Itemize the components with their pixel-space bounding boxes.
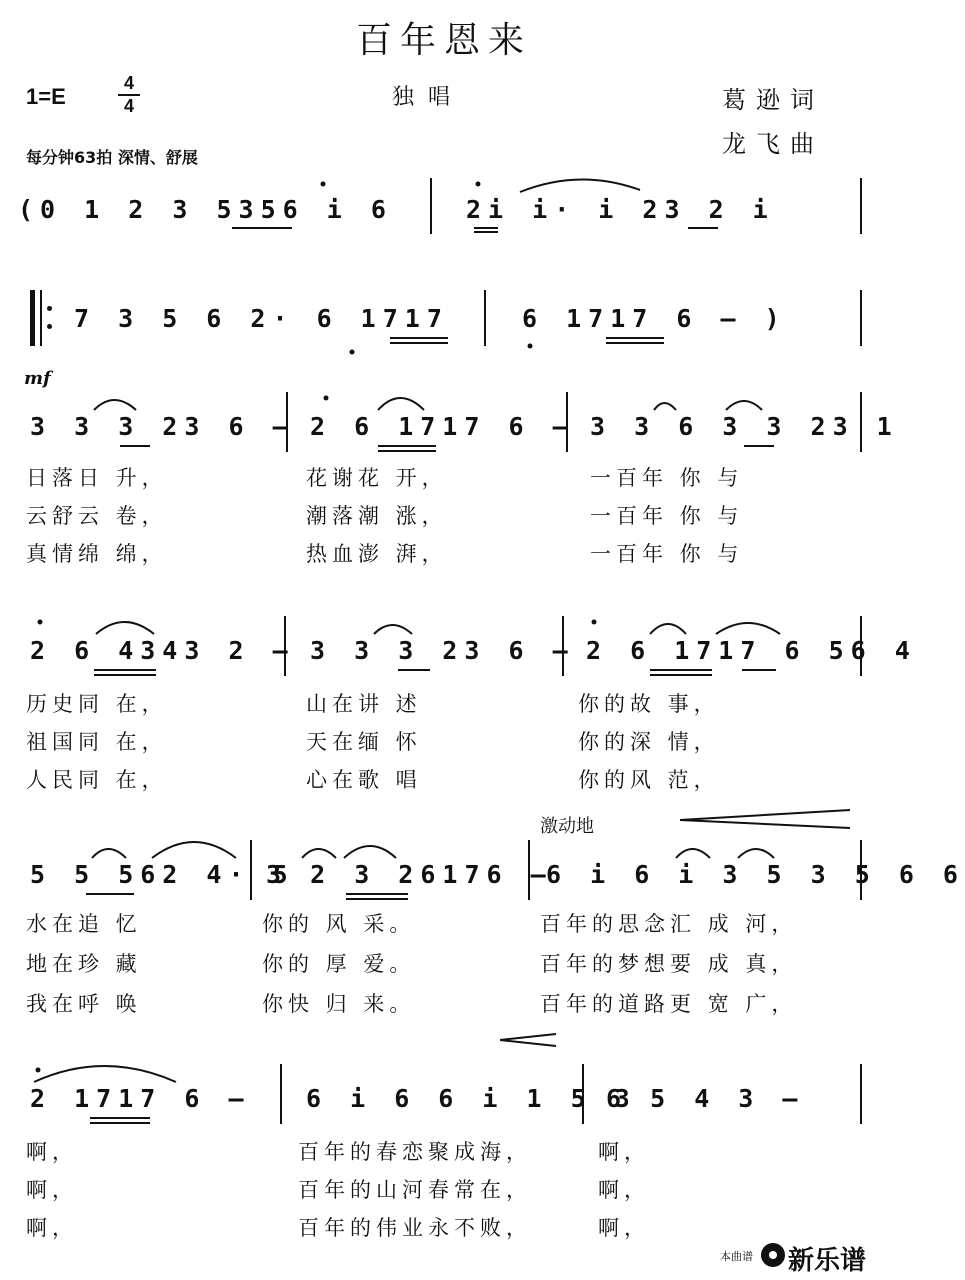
octave-dot: [476, 182, 481, 187]
lyric-v2-m3: 一百年 你 与: [590, 504, 744, 528]
lyric-v1-m1: 啊，: [26, 1140, 78, 1164]
lyric-v2-m3: 百年的梦想要 成 真，: [540, 952, 798, 976]
lyric-v1-m2: 百年的春恋聚成海，: [298, 1140, 532, 1164]
lyric-v3-m1: 人民同 在，: [26, 768, 168, 792]
slur: [654, 403, 676, 410]
lyric-v3-m1: 啊，: [26, 1216, 78, 1240]
lyric-v2-m3: 你的深 情，: [578, 730, 720, 754]
lyric-v3-m3: 你的风 范，: [578, 768, 720, 792]
hairpin: [680, 820, 850, 828]
lyric-v2-m1: 地在珍 藏: [26, 952, 142, 976]
lyric-v3-m3: 百年的道路更 宽 广，: [540, 992, 798, 1016]
line5-measure2-notes: 3 2 3 26176 –: [266, 860, 553, 889]
slur: [726, 401, 762, 410]
lyric-v2-m1: 祖国同 在，: [26, 730, 168, 754]
line3-measure1-notes: 3 3 3 23 6 –: [30, 412, 295, 441]
lyric-v1-m1: 水在追 忆: [26, 912, 142, 936]
slur: [676, 849, 710, 858]
line2-measure1-notes: 7 3 5 6 2· 6 1717: [74, 304, 449, 333]
octave-dot-low: [350, 350, 355, 355]
lyric-v3-m1: 真情绵 绵，: [26, 542, 168, 566]
lyric-v1-m2: 山在讲 述: [306, 692, 422, 716]
watermark-label: 本曲谱: [720, 1250, 753, 1263]
hairpin: [500, 1034, 556, 1040]
lyric-v2-m2: 天在缅 怀: [306, 730, 422, 754]
song-title: 百年恩来: [355, 20, 532, 61]
lyric-v1-m3: 百年的思念汇 成 河，: [540, 912, 798, 936]
line1-measure2-notes: 2i i· i 23 2 i: [466, 195, 775, 224]
slur: [374, 625, 412, 634]
lyric-v2-m1: 啊，: [26, 1178, 78, 1202]
octave-dot: [36, 1068, 41, 1073]
lyric-v2-m2: 你的 厚 爱。: [262, 952, 416, 976]
meter-top: 4: [123, 73, 134, 93]
slur: [520, 179, 640, 192]
slur: [302, 849, 336, 858]
line6-measure3-notes: 6 5 4 3 –: [606, 1084, 805, 1113]
line3-measure2-notes: 2 6 1717 6 –: [310, 412, 575, 441]
line5-measure1-notes: 5 5 562 4· 5: [30, 860, 295, 889]
lyric-v3-m3: 啊，: [598, 1216, 650, 1240]
lyric-v3-m2: 热血澎 湃，: [306, 542, 448, 566]
line4-measure1-notes: 2 6 4343 2 –: [30, 636, 295, 665]
lyric-v3-m2: 你快 归 来。: [262, 992, 416, 1016]
lyric-v3-m1: 我在呼 唤: [26, 992, 142, 1016]
lyric-v1-m2: 花谢花 开，: [306, 466, 448, 490]
line2-measure2-notes: 6 1717 6 – ): [522, 304, 787, 333]
line6-measure2-notes: 6 i 6 6 i 1 5 3: [306, 1084, 637, 1113]
watermark-site-name: 新乐谱: [788, 1246, 867, 1276]
tempo-marking: 每分钟63拍 深情、舒展: [26, 148, 198, 167]
octave-dot: [592, 620, 597, 625]
meter-bottom: 4: [123, 96, 134, 116]
slur: [378, 398, 424, 410]
performance-form: 独唱: [392, 85, 465, 110]
hairpin: [500, 1040, 556, 1046]
lyric-v1-m3: 一百年 你 与: [590, 466, 744, 490]
lyric-v3-m3: 一百年 你 与: [590, 542, 744, 566]
lyric-v3-m2: 百年的伟业永不败，: [298, 1216, 532, 1240]
lyric-v1-m3: 啊，: [598, 1140, 650, 1164]
slur: [650, 624, 686, 634]
hairpin: [680, 810, 850, 820]
lyric-v1-m3: 你的故 事，: [578, 692, 720, 716]
expression-marking: 激动地: [540, 816, 594, 837]
octave-dot: [321, 182, 326, 187]
lyric-v2-m2: 百年的山河春常在，: [298, 1178, 532, 1202]
lyric-v2-m1: 云舒云 卷，: [26, 504, 168, 528]
slur: [96, 622, 154, 634]
octave-dot: [324, 396, 329, 401]
lyric-v1-m1: 日落日 升，: [26, 466, 168, 490]
slur: [716, 623, 780, 634]
lyricist-credit: 葛逊词: [722, 86, 824, 114]
lyric-v1-m2: 你的 风 采。: [262, 912, 416, 936]
music-note-logo-icon: [760, 1240, 786, 1270]
line1-measure1-notes: (0 1 2 3 5356 i 6: [18, 195, 393, 224]
line4-measure2-notes: 3 3 3 23 6 –: [310, 636, 575, 665]
slur: [738, 849, 774, 858]
line5-measure3-notes: 6 i 6 i 3 5 3 5 6 6: [546, 860, 965, 889]
slur: [344, 846, 396, 858]
slur: [92, 849, 126, 858]
lyric-v2-m2: 潮落潮 涨，: [306, 504, 448, 528]
composer-credit: 龙飞曲: [722, 130, 824, 158]
key-signature: 1=E: [26, 84, 66, 109]
lyric-v2-m3: 啊，: [598, 1178, 650, 1202]
lyric-v3-m2: 心在歌 唱: [306, 768, 422, 792]
slur: [34, 1066, 176, 1082]
slur: [152, 842, 236, 858]
dynamic-marking: mf: [24, 368, 51, 389]
lyric-v1-m1: 历史同 在，: [26, 692, 168, 716]
octave-dot: [38, 620, 43, 625]
slur: [94, 400, 136, 410]
octave-dot-low: [528, 344, 533, 349]
line4-measure3-notes: 2 6 1717 6 56 4: [586, 636, 917, 665]
line6-measure1-notes: 2 1717 6 –: [30, 1084, 251, 1113]
line3-measure3-notes: 3 3 6 3 3 23 1: [590, 412, 899, 441]
